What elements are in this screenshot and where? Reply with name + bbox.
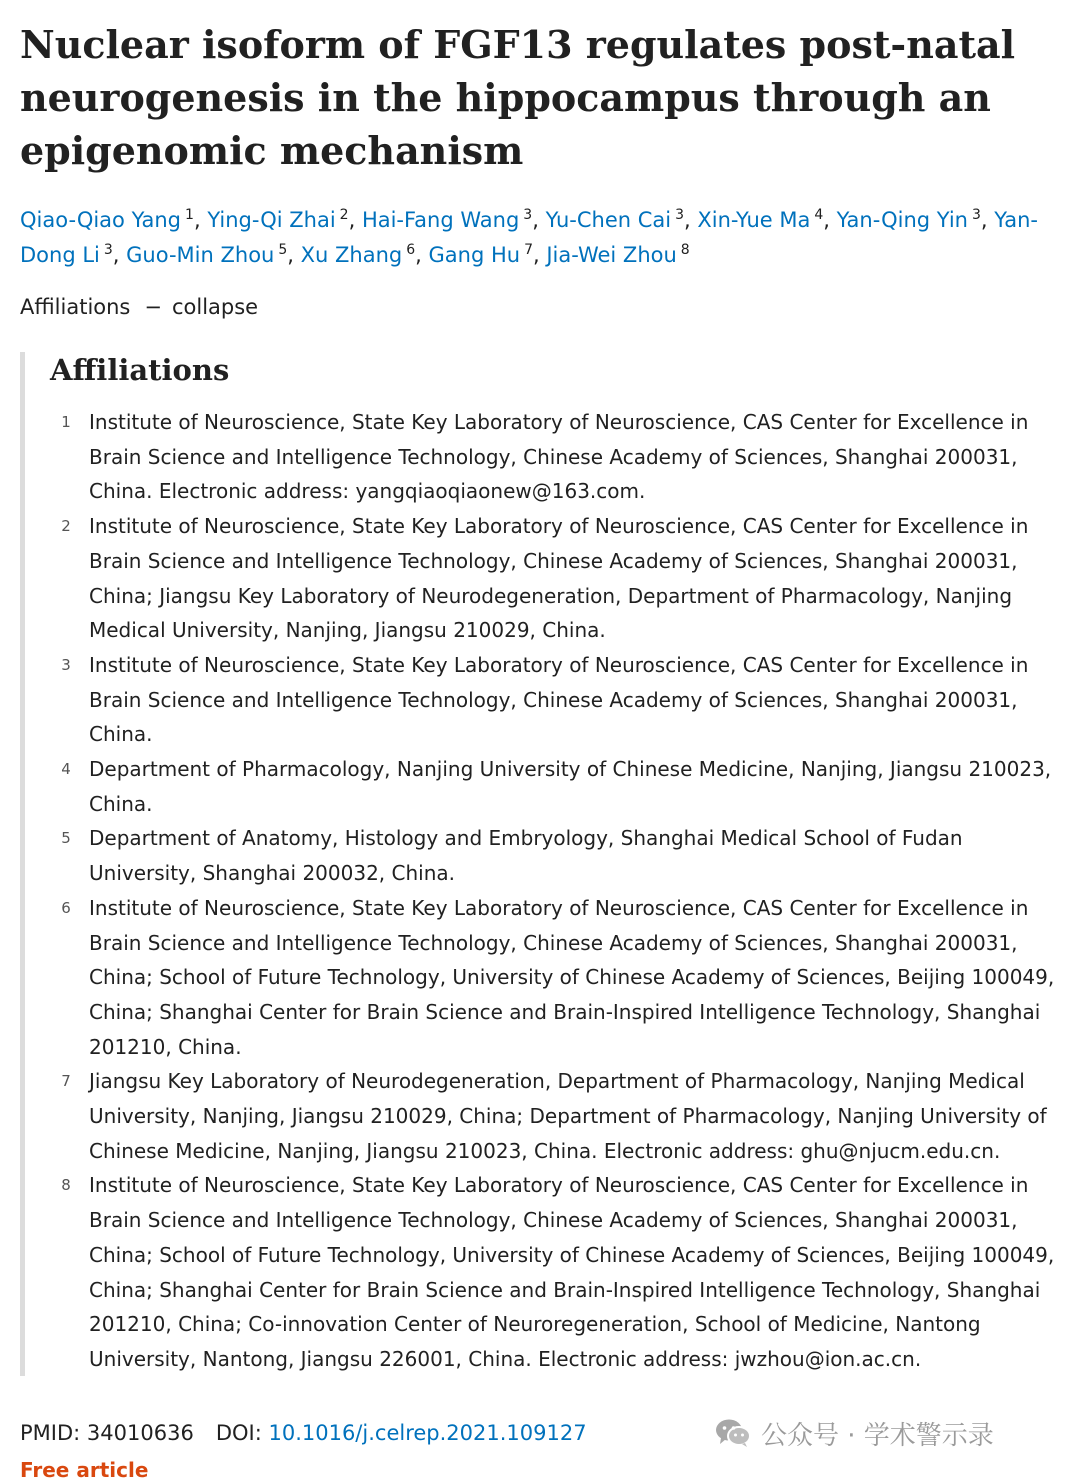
author-affiliation-ref[interactable]: 4 (814, 207, 824, 223)
affiliation-number: 5 (61, 829, 71, 848)
affiliation-number: 3 (61, 655, 71, 674)
author-affiliation-ref[interactable]: 3 (523, 207, 533, 223)
author-entry (126, 243, 287, 267)
author-entry (697, 208, 823, 232)
affiliation-item (59, 752, 1064, 821)
affiliation-text: Jiangsu Key Laboratory of Neurodegeneration, Department of Pharmacology, Nanjing Medical University, Nanjing, Jiangsu 210029, China; Department of Pharmacology, Nanjing University of Chinese Medicine, Nanjing, Jiangsu 210023, China. Electronic address: ghu@njucm.edu.cn. (89, 1069, 1047, 1163)
affiliation-number: 6 (61, 898, 71, 917)
author-affiliation-ref[interactable]: 2 (339, 207, 349, 223)
author-affiliation-ref[interactable]: 3 (103, 242, 113, 258)
author-entry (301, 243, 416, 267)
affiliation-item (59, 1168, 1064, 1376)
watermark-text: 公众号 · 学术警示录 (761, 1420, 994, 1451)
author-list: Qiao-Qiao Yang $^1$, Ying-Qi Zhai $^2$, Hai-Fang Wang $^3$, Yu-Chen Cai $^3$, Xin-Yue Ma $^4$, Yan-Qing Yin $^3$, Yan-Dong Li $^3$, Guo-Min Zhou $^5$, Xu Zhang $^6$, Gang Hu $^7$, Jia-Wei Zhou $^8$ (20, 207, 1038, 267)
affiliation-text: Institute of Neuroscience, State Key Laboratory of Neuroscience, CAS Center for Excellence in Brain Science and Intelligence Technology, Chinese Academy of Sciences, Shanghai 200031, China; School of Future Technology, University of Chinese Academy of Sciences, Beijing 100049, China; Shanghai Center for Brain Science and Brain-Inspired Intelligence Technology, Shanghai 201210, China; Co-innovation Center of Neuroregeneration, School of Medicine, Nantong University, Nantong, Jiangsu 226001, China. Electronic address: jwzhou@ion.ac.cn. (89, 1173, 1055, 1371)
article-identifiers (20, 1417, 587, 1449)
affiliation-item (59, 509, 1064, 648)
author-entry (362, 208, 532, 232)
doi-link[interactable]: 10.1016/j.celrep.2021.109127 (268, 1421, 587, 1445)
author-link[interactable]: Guo-Min Zhou (126, 243, 275, 267)
author-link[interactable]: Xu Zhang (300, 243, 403, 267)
author-link[interactable]: Yu-Chen Cai (545, 208, 672, 232)
author-link[interactable]: Xin-Yue Ma (697, 208, 811, 232)
author-entry (207, 208, 348, 232)
author-entry (20, 208, 194, 232)
author-entry (546, 243, 689, 267)
author-affiliation-ref[interactable]: 6 (406, 242, 416, 258)
affiliations-heading: Affiliations (50, 353, 230, 387)
author-link[interactable]: Yan-Qing Yin (836, 208, 968, 232)
free-article-badge[interactable]: Free article (20, 1458, 149, 1482)
affiliation-item (59, 648, 1064, 752)
author-affiliation-ref[interactable]: 3 (972, 207, 981, 223)
pmid-label: PMID: (20, 1421, 81, 1445)
author-affiliation-ref[interactable]: 5 (278, 242, 288, 258)
affiliations-list (59, 405, 1064, 1377)
affiliation-item (59, 891, 1064, 1065)
affiliations-toggle[interactable] (20, 291, 258, 323)
article-title: Nuclear isoform of FGF13 regulates post-natal neurogenesis in the hippocampus through an epigenomic mechanism (20, 22, 1016, 173)
author-entry (837, 208, 981, 232)
author-entry (429, 243, 533, 267)
wechat-icon (715, 1418, 751, 1448)
affiliations-panel (20, 352, 1065, 1376)
watermark (715, 1412, 994, 1454)
author-affiliation-ref[interactable]: 1 (185, 207, 194, 223)
author-link[interactable]: Gang Hu (428, 243, 521, 267)
affiliation-number: 7 (61, 1072, 71, 1091)
affiliation-text: Institute of Neuroscience, State Key Laboratory of Neuroscience, CAS Center for Excellence in Brain Science and Intelligence Technology, Chinese Academy of Sciences, Shanghai 200031, China; School of Future Technology, University of Chinese Academy of Sciences, Beijing 100049, China; Shanghai Center for Brain Science and Brain-Inspired Intelligence Technology, Shanghai 201210, China. (89, 895, 1055, 1059)
affiliation-text: Institute of Neuroscience, State Key Laboratory of Neuroscience, CAS Center for Excellence in Brain Science and Intelligence Technology, Chinese Academy of Sciences, Shanghai 200031, China. Electronic address: yangqiaoqiaonew@163.com. (89, 410, 1029, 504)
author-link[interactable]: Ying-Qi Zhai (207, 208, 336, 232)
author-link[interactable]: Qiao-Qiao Yang (20, 208, 182, 232)
affiliation-item (59, 1064, 1064, 1168)
author-affiliation-ref[interactable]: 7 (524, 242, 533, 258)
collapse-link[interactable]: collapse (171, 295, 259, 319)
author-link[interactable]: Yan-Dong Li (20, 208, 1038, 267)
affiliations-toggle-label: Affiliations (20, 295, 131, 319)
pmid-value: 34010636 (86, 1421, 194, 1445)
affiliation-item (59, 821, 1064, 890)
author-entry (546, 208, 684, 232)
author-link[interactable]: Hai-Fang Wang (361, 208, 520, 232)
author-affiliation-ref[interactable]: 3 (675, 207, 685, 223)
affiliation-text: Institute of Neuroscience, State Key Laboratory of Neuroscience, CAS Center for Excellence in Brain Science and Intelligence Technology, Chinese Academy of Sciences, Shanghai 200031, China; Jiangsu Key Laboratory of Neurodegeneration, Department of Pharmacology, Nanjing Medical University, Nanjing, Jiangsu 210029, China. (89, 514, 1029, 643)
affiliation-number: 2 (61, 517, 71, 536)
doi-label: DOI: (215, 1421, 262, 1445)
affiliation-number: 8 (61, 1176, 71, 1195)
author-affiliation-ref[interactable]: 8 (680, 242, 690, 258)
affiliation-item (59, 405, 1064, 509)
affiliation-number: 4 (61, 760, 71, 779)
affiliation-text: Department of Pharmacology, Nanjing University of Chinese Medicine, Nanjing, Jiangsu 210023, China. (89, 757, 1052, 816)
author-link[interactable]: Jia-Wei Zhou (546, 243, 677, 267)
affiliation-text: Institute of Neuroscience, State Key Laboratory of Neuroscience, CAS Center for Excellence in Brain Science and Intelligence Technology, Chinese Academy of Sciences, Shanghai 200031, China. (89, 652, 1029, 747)
collapse-dash-icon: − (144, 295, 162, 319)
affiliation-text: Department of Anatomy, Histology and Embryology, Shanghai Medical School of Fudan University, Shanghai 200032, China. (89, 826, 963, 886)
affiliation-number: 1 (61, 413, 71, 431)
